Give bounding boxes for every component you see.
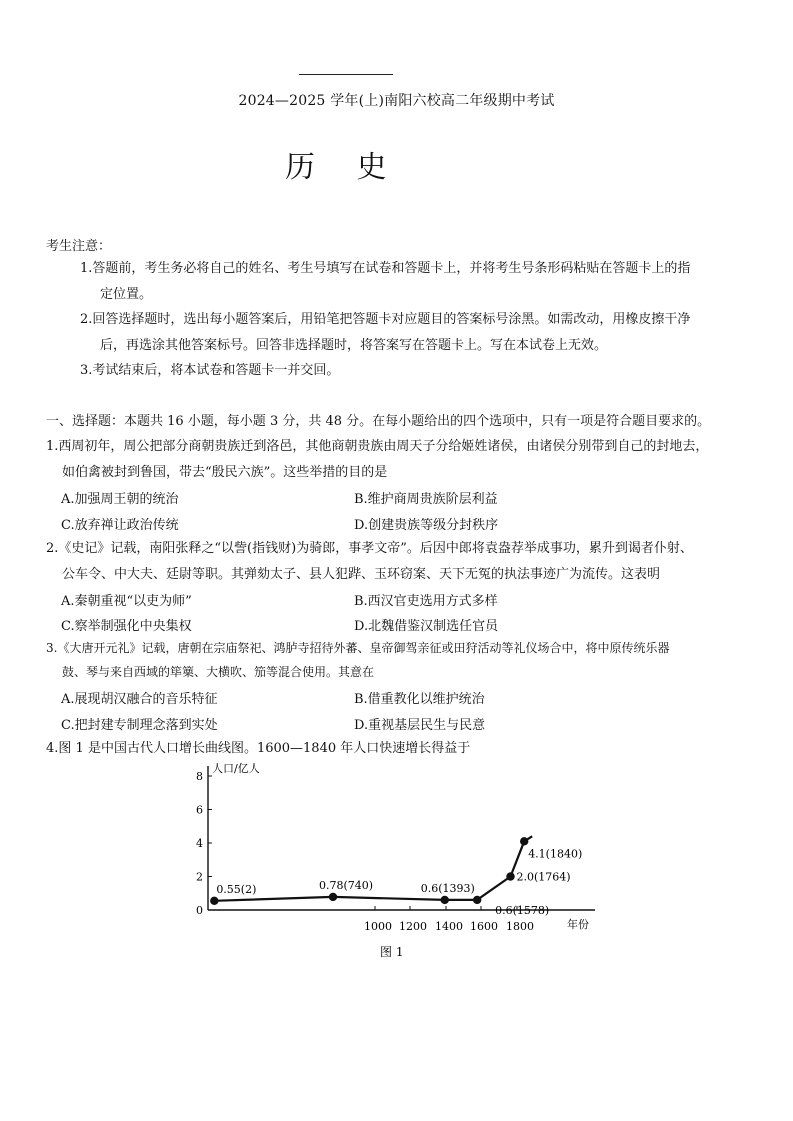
y-tick-label: 4 (196, 837, 203, 850)
q1-option-a: A.加强周王朝的统治 (61, 492, 179, 507)
question-2-line-2: 公车令、中大夫、廷尉等职。其弹劾太子、县人犯跸、玉环窃案、天下无冤的执法事迹广为流传。这表明 (62, 567, 661, 582)
population-line (214, 836, 532, 901)
exam-title: 2024—2025 学年(上)南阳六校高二年级期中考试 (238, 93, 555, 109)
q2-option-d: D.北魏借鉴汉制选任官员 (354, 619, 499, 634)
x-tick-label: 1200 (399, 920, 427, 933)
data-label: 0.55(2) (216, 882, 257, 896)
q3-option-a: A.展现胡汉融合的音乐特征 (61, 692, 218, 707)
y-tick-label: 2 (196, 870, 203, 884)
question-1-line-2: 如伯禽被封到鲁国，带去“殷民六族”。这些举措的目的是 (62, 465, 388, 480)
question-3-line-2: 鼓、琴与来自西域的筚篥、大横吹、笳等混合使用。其意在 (62, 665, 375, 679)
data-label: 0.6(1578) (495, 903, 550, 917)
x-tick-label: 1000 (364, 920, 392, 933)
q1-option-c: C.放弃禅让政治传统 (61, 518, 179, 533)
data-point (520, 837, 528, 845)
data-point (329, 893, 337, 901)
data-point (473, 896, 481, 904)
x-tick-label: 1600 (470, 920, 498, 933)
data-label: 4.1(1840) (528, 847, 583, 861)
notice-item-2-line-2: 后，再选涂其他答案标号。回答非选择题时，将答案写在答题卡上。写在本试卷上无效。 (100, 338, 608, 353)
q3-option-d: D.重视基层民生与民意 (354, 718, 486, 733)
question-1-line-1: 1.西周初年，周公把部分商朝贵族迁到洛邑，其他商朝贵族由周天子分给姬姓诸侯，由诸侯分别带到自己的封地去， (46, 439, 709, 454)
y-tick-label: 8 (196, 770, 203, 783)
x-axis-label: 年份 (567, 918, 589, 931)
data-point (441, 896, 449, 904)
y-tick-label: 0 (196, 904, 203, 917)
q2-option-a: A.秦朝重视“以吏为师” (61, 594, 192, 609)
notice-item-2 (80, 307, 760, 359)
data-label: 0.78(740) (319, 878, 374, 892)
notice-item-3-line-1: 3.考试结束后，将本试卷和答题卡一并交回。 (80, 363, 340, 378)
question-3-line-1: 3.《大唐开元礼》记载，唐朝在宗庙祭祀、鸿胪寺招待外蕃、皇帝御驾亲征或田狩活动等礼仪场合中，将中原传统乐器 (46, 641, 670, 655)
notice-item-1-line-2: 定位置。 (100, 287, 153, 302)
data-label: 0.6(1393) (420, 881, 475, 895)
population-chart (190, 758, 620, 968)
question-4-line-1: 4.图 1 是中国古代人口增长曲线图。1600—1840 年人口快速增长得益于 (46, 741, 471, 756)
q3-option-c: C.把封建专制理念落到实处 (61, 718, 218, 733)
subject-title: 历 史 (285, 150, 403, 185)
notice-item-2-line-1: 2.回答选择题时，选出每小题答案后，用铅笔把答题卡对应题目的答案标号涂黑。如需改动，用橡皮擦干净 (80, 312, 691, 327)
question-1 (46, 434, 791, 486)
figure-caption: 图 1 (380, 945, 404, 959)
q1-option-d: D.创建贵族等级分封秩序 (354, 518, 499, 533)
y-tick-label: 6 (196, 803, 203, 817)
data-label: 2.0(1764) (516, 870, 571, 884)
q2-option-b: B.西汉官吏选用方式多样 (354, 594, 498, 609)
q2-option-c: C.察举制强化中央集权 (61, 619, 192, 634)
question-3 (46, 636, 791, 684)
question-2 (46, 536, 791, 588)
chart-marks (210, 836, 582, 917)
section-intro: 一、选择题：本题共 16 小题，每小题 3 分，共 48 分。在每小题给出的四个选项中，只有一项是符合题目要求的。 (46, 414, 711, 429)
q1-option-b: B.维护商周贵族阶层利益 (354, 492, 498, 507)
notice-item-1-line-1: 1.答题前，考生务必将自己的姓名、考生号填写在试卷和答题卡上，并将考生号条形码粘贴在答题卡上的指 (80, 261, 691, 276)
top-rule (299, 74, 393, 75)
question-2-line-1: 2.《史记》记载，南阳张释之“以訾(指钱财)为骑郎，事孝文帝”。后因中郎将袁盎荐举成事功，累升到谒者仆射、 (46, 541, 693, 556)
notice-item-1 (80, 256, 760, 308)
x-tick-label: 1400 (435, 920, 463, 933)
data-point (506, 872, 514, 880)
x-tick-label: 1800 (506, 920, 534, 933)
notice-heading: 考生注意： (46, 239, 112, 254)
q3-option-b: B.借重教化以维护统治 (354, 692, 485, 707)
y-axis-label: 人口/亿人 (212, 762, 260, 775)
data-point (210, 897, 218, 905)
notice-item-3 (80, 358, 760, 384)
